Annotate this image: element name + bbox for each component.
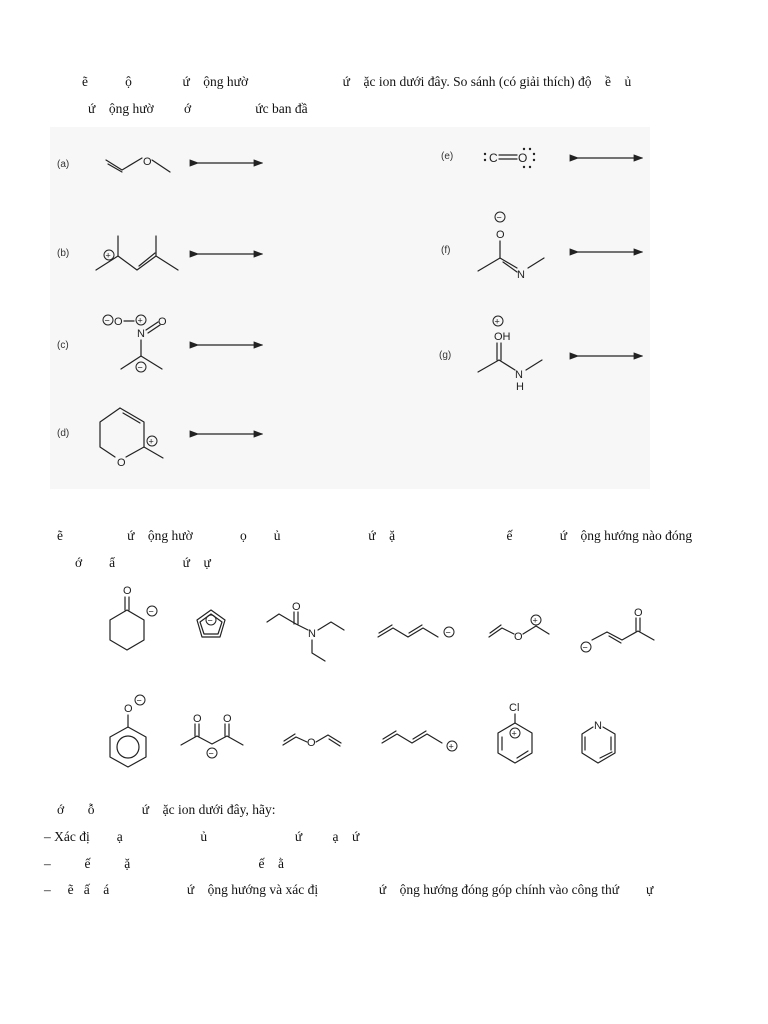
atom-o: O [114,316,123,328]
question2-line1: ẽ ứ ộng hườ ọ ủ ứ ặ ế ứ ộng hướng nào đóng [57,528,693,543]
atom-o: O [158,316,167,328]
atom-o: O [496,229,505,241]
question1-line2: ứ ộng hườ ớ ức ban đầ [88,101,308,116]
atom-oh: OH [494,331,511,343]
structure-a [106,156,170,172]
plus-sign: + [148,436,154,447]
atom-n: N [594,720,602,732]
question3-line1: ớ ỗ ứ ặc ion dưới đây, hãy: [57,802,276,817]
question3-item1: – Xác đị ạ ủ ứ ạ ứ [44,829,360,844]
plus-sign: + [532,615,538,626]
atom-o: O [143,156,152,168]
plus-sign: + [494,316,500,327]
atom-o: O [634,607,643,619]
atom-o: O [117,457,126,469]
mol-pyridine [582,720,615,763]
mol-diethylamide [267,601,344,661]
atom-n: N [137,328,145,340]
minus-sign: − [445,627,451,638]
mol-pentadienyl-cation [382,731,457,752]
question1-line1: ẽ ộ ứ ộng hườ ứ ặc ion dưới đây. So sánh (có giải thích) độ ề ủ [82,74,632,89]
atom-o: O [193,713,202,725]
minus-sign: − [136,695,142,706]
atom-o: O [123,585,132,597]
atom-o: O [518,151,528,165]
atom-n: N [308,628,316,640]
plus-sign: + [137,315,143,326]
atom-n: N [515,369,523,381]
atom-o: O [292,601,301,613]
minus-sign: − [137,362,143,373]
minus-sign: − [104,315,110,326]
question3-item3: – ẽ ấ á ứ ộng hướng và xác đị ứ ộng hướng đóng góp chính vào công thứ ự [44,882,654,897]
structure-e [484,148,535,168]
minus-sign: − [208,748,214,759]
minus-sign: − [207,615,213,626]
structure-f [478,212,544,281]
plus-sign: + [511,728,517,739]
question3-item2: – ế ặ ế ằ [44,856,284,871]
minus-sign: − [582,642,588,653]
mol-pentadienyl-anion [378,625,454,638]
structure-d [100,408,163,469]
label-e: (e) [441,151,454,162]
mol-cyclopentadienyl-anion [197,610,225,637]
label-b: (b) [57,248,70,259]
mol-enone-anion [581,607,654,653]
question2-line2: ớ ẩ ứ ự [75,555,211,570]
label-g: (g) [439,350,452,361]
mol-acetylacetonate [181,713,243,759]
atom-c: C [489,151,498,165]
structure-g [478,316,542,393]
mol-oxocarbenium [489,615,549,643]
label-f: (f) [441,245,451,256]
plus-sign: + [105,250,111,261]
structure-c [103,315,167,373]
atom-n: N [517,269,525,281]
minus-sign: − [496,212,502,223]
label-c: (c) [57,340,69,351]
mol-cyclohexanone-enolate [110,585,157,650]
mol-divinyl-ether [283,734,341,749]
mol-chlorobenzenium [498,702,532,763]
label-d: (d) [57,428,70,439]
atom-cl: Cl [509,702,520,714]
mol-phenoxide [110,695,146,767]
minus-sign: − [148,606,154,617]
atom-o: O [514,631,523,643]
atom-o: O [223,713,232,725]
structure-b [96,236,178,270]
plus-sign: + [448,741,454,752]
label-a: (a) [57,159,70,170]
atom-o: O [124,703,133,715]
atom-h: H [516,381,524,393]
atom-o: O [307,737,316,749]
